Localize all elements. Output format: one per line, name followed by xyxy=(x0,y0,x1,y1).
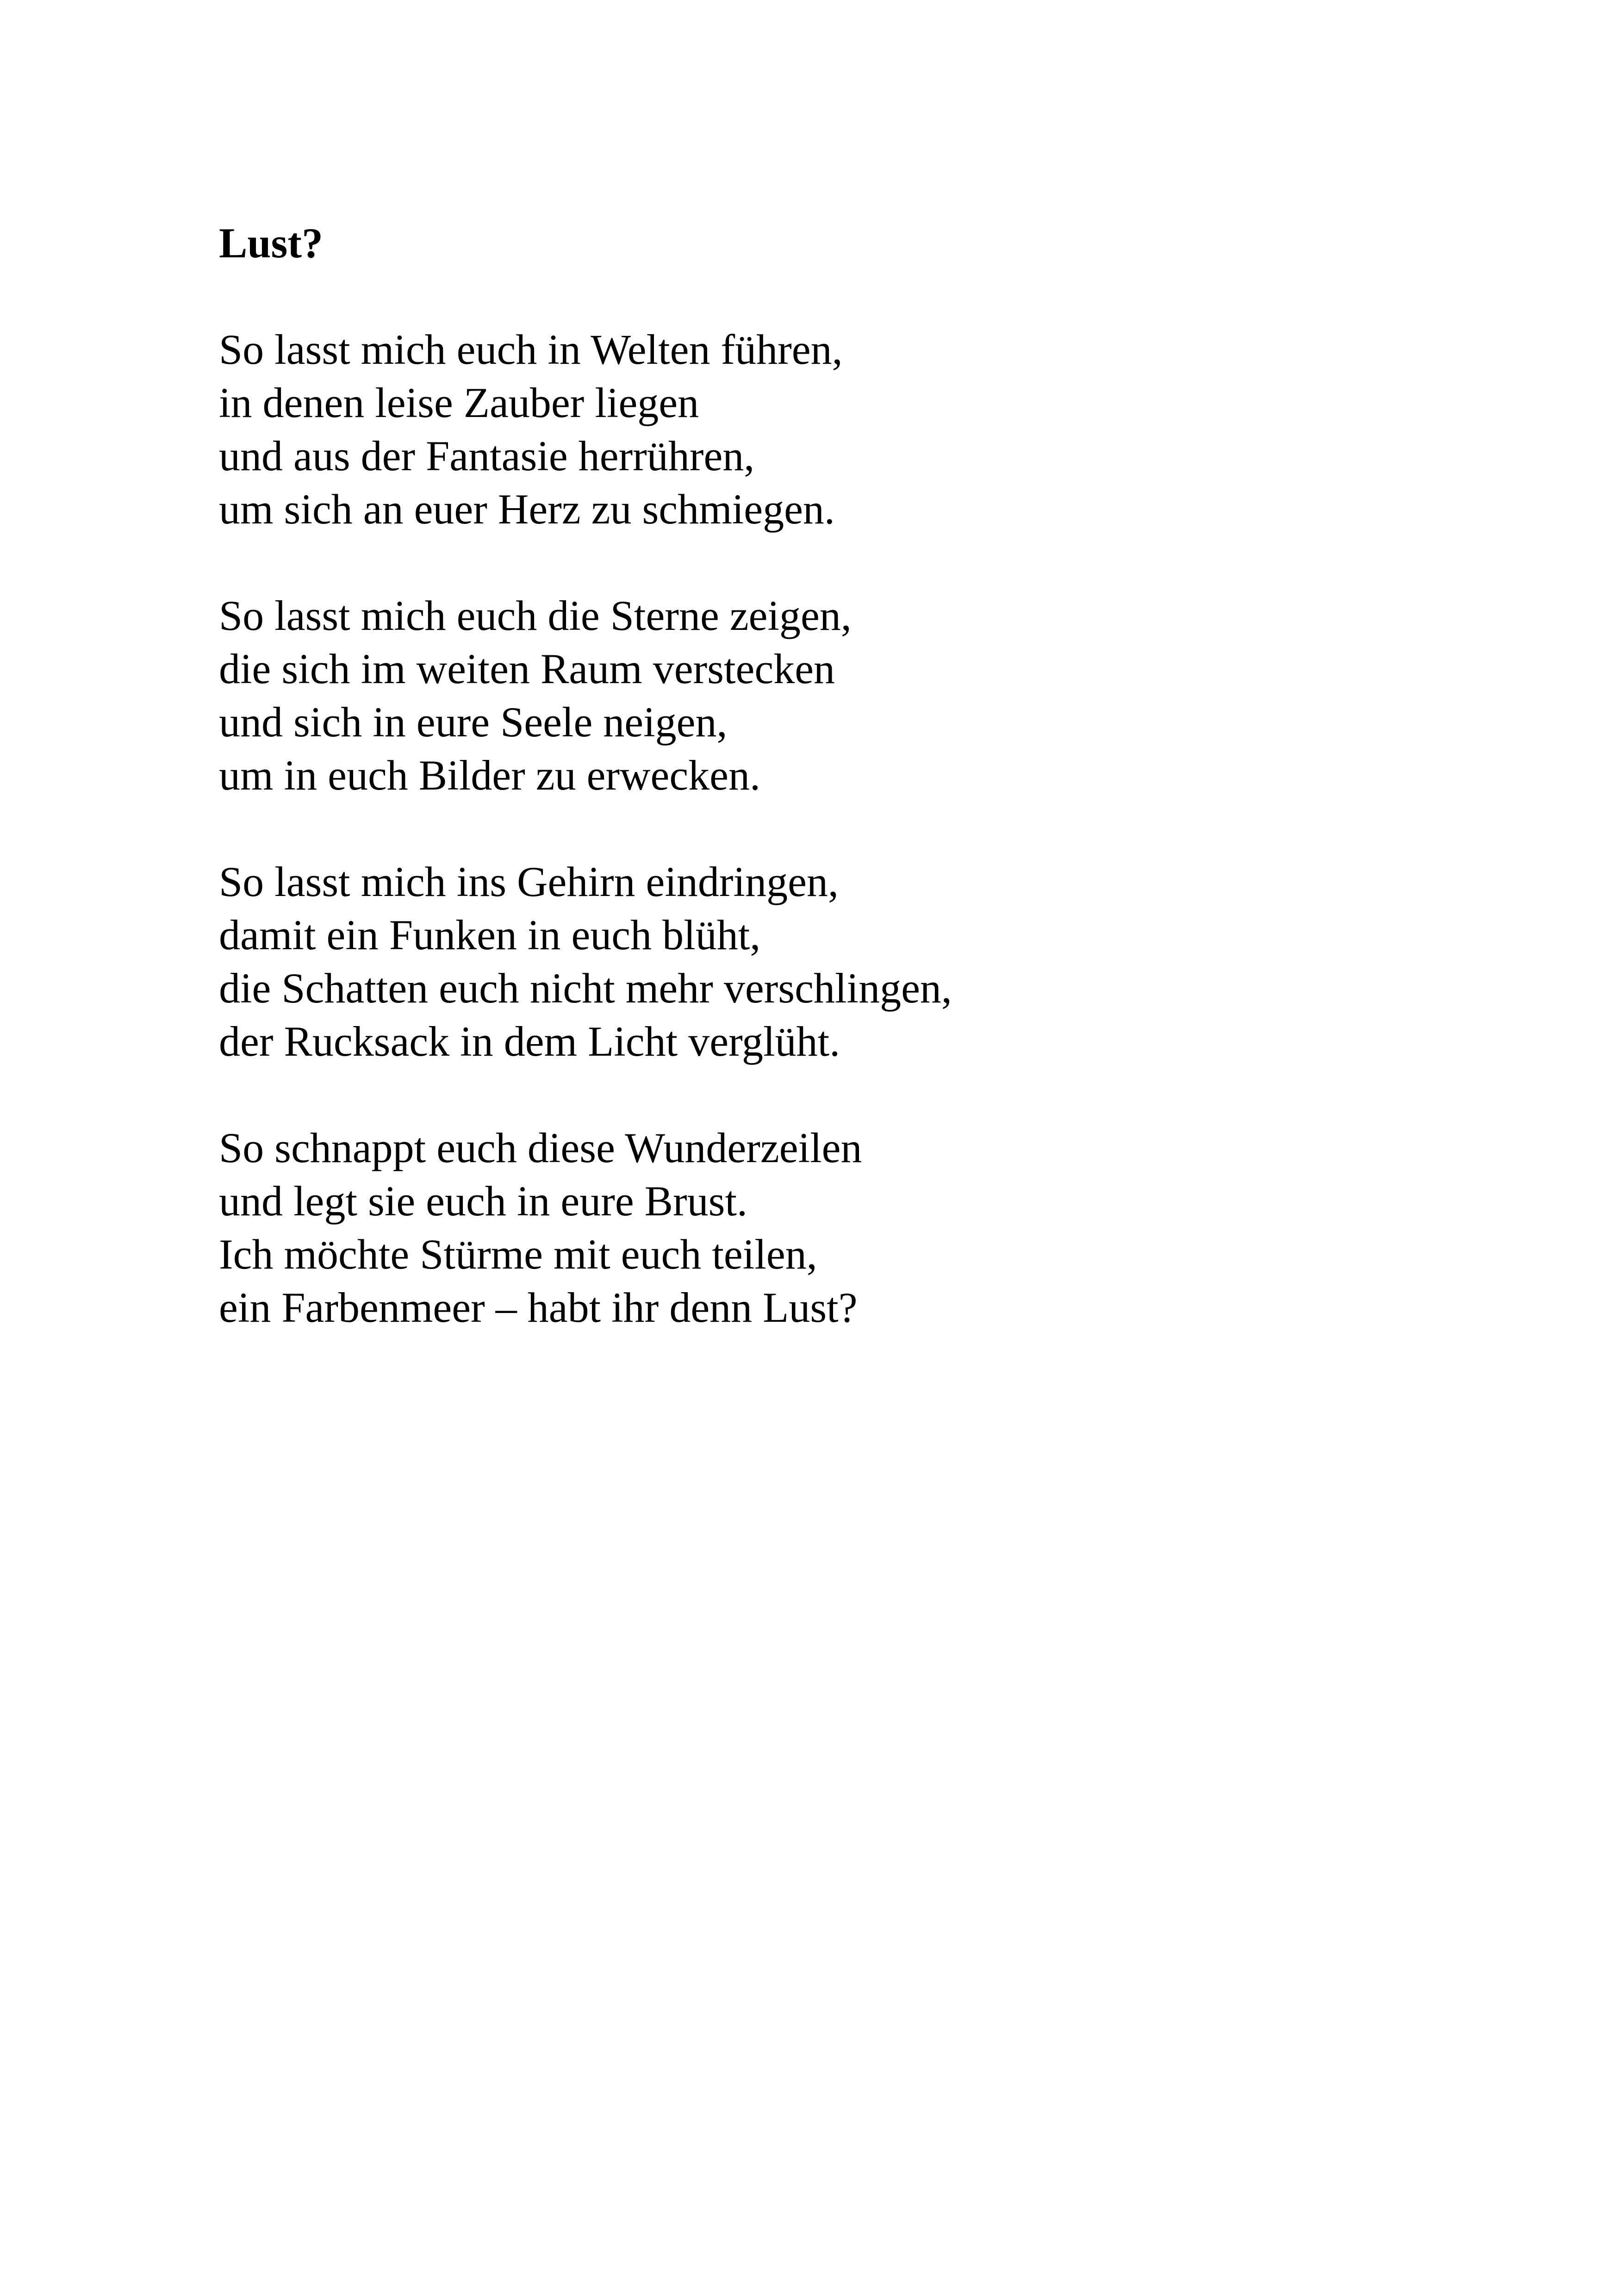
verse-line: und legt sie euch in eure Brust. xyxy=(219,1177,748,1225)
verse-line: ein Farbenmeer – habt ihr denn Lust? xyxy=(219,1284,858,1331)
verse-line: So lasst mich ins Gehirn eindringen, xyxy=(219,858,839,905)
verse-line: die sich im weiten Raum verstecken xyxy=(219,645,835,692)
verse-line: um in euch Bilder zu erwecken. xyxy=(219,752,760,799)
title-spacing xyxy=(219,270,1515,323)
verse-line: So lasst mich euch in Welten führen, xyxy=(219,326,843,373)
verse-line: und aus der Fantasie herrühren, xyxy=(219,432,755,479)
stanza-2 xyxy=(219,589,1515,802)
verse-line: und sich in eure Seele neigen, xyxy=(219,698,728,746)
poem xyxy=(219,217,1515,1334)
stanza-4 xyxy=(219,1121,1515,1334)
poem-title: Lust? xyxy=(219,219,323,267)
verse-line: der Rucksack in dem Licht verglüht. xyxy=(219,1018,840,1065)
verse-line: So schnappt euch diese Wunderzeilen xyxy=(219,1124,862,1171)
verse-line: damit ein Funken in euch blüht, xyxy=(219,911,761,958)
verse-line: in denen leise Zauber liegen xyxy=(219,379,699,426)
stanza-1 xyxy=(219,323,1515,536)
verse-line: die Schatten euch nicht mehr verschlingen, xyxy=(219,964,952,1012)
verse-line: So lasst mich euch die Sterne zeigen, xyxy=(219,592,852,639)
verse-line: Ich möchte Stürme mit euch teilen, xyxy=(219,1231,817,1278)
verse-line: um sich an euer Herz zu schmiegen. xyxy=(219,485,835,533)
stanza-3 xyxy=(219,855,1515,1068)
